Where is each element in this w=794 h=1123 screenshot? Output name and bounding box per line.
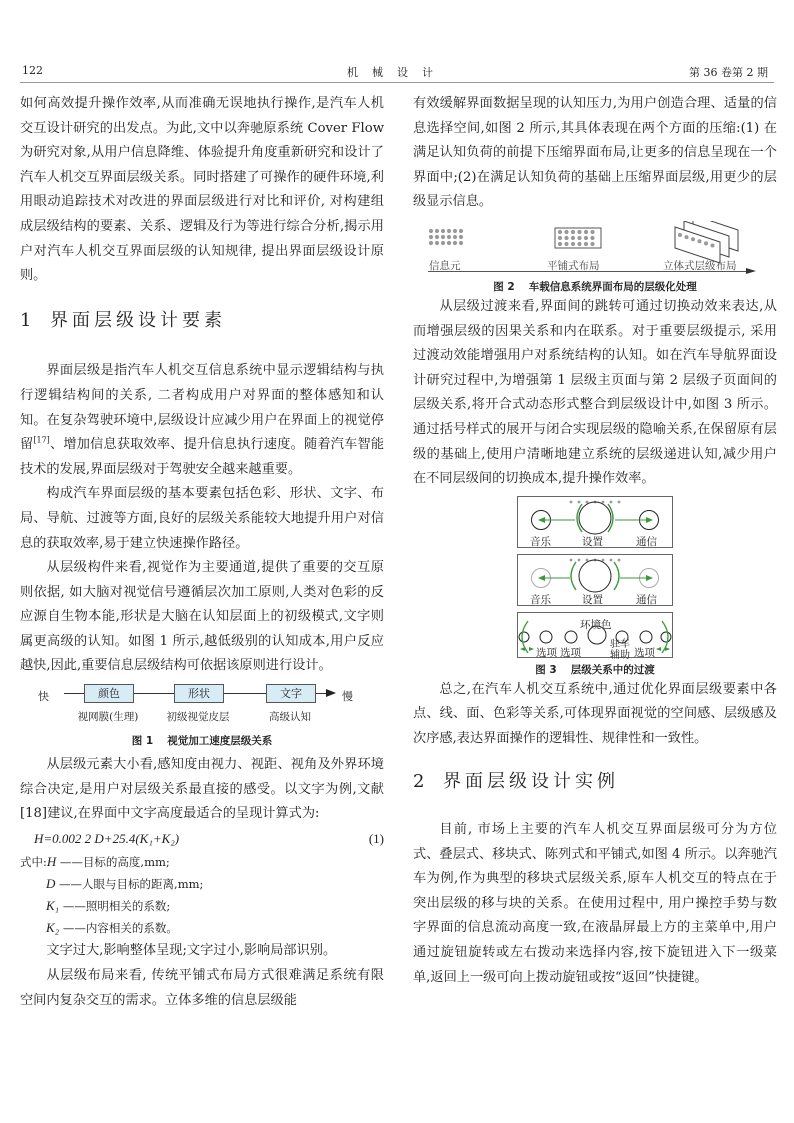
info-dot [698, 239, 702, 243]
def-symbol: K₁ [46, 898, 60, 914]
panel-label: 设置 [582, 535, 603, 548]
right-column [413, 92, 777, 990]
paragraph: 文字过大,影响整体呈现;文字过小,影响局部识别。 [46, 943, 337, 959]
figure-1-caption [20, 733, 384, 749]
info-dot [459, 235, 463, 239]
figure-3-panel-3 [517, 612, 673, 661]
paragraph: 从层级过渡来看,界面间的跳转可通过切换动效来表达,从而增强层级的因果关系和内在联系。对于重要层级提示, 采用过渡动效能增强用户对系统结构的认知。如在汽车导航界面设计研究过程中,为增强第 1 层级主页面与第 2 层级子页面间的层级关系,将开合式动态形式整合到层级设计中,如图 3 所示。通过括号样式的展开与闭合实现层级的隐喻关系,在保留原有层级的基础上,使用户清晰地建立系统的层级递进认知,减少用户在不同层级间的切换成本,提升操作效率。 [413, 298, 777, 487]
paragraph: 有效缓解界面数据呈现的认知压力,为用户创造合理、适量的信息选择空间,如图 2 所示,其具体表现在两个方面的压缩:(1) 在满足认知负荷的前提下压缩界面布局,让更多的信息呈现在一个界面中;(2)在满足认知负荷的基础上压缩界面层级,用更少的层级显示信息。 [413, 96, 777, 210]
def-symbol: D [46, 876, 56, 892]
info-dot [429, 235, 433, 239]
info-dot [435, 241, 439, 245]
info-dot [558, 242, 562, 246]
def-text: ——照明相关的系数; [62, 899, 171, 914]
equation [20, 827, 384, 852]
info-dot [590, 230, 594, 234]
section-number: 1 [20, 309, 32, 331]
info-dot [577, 230, 581, 234]
fast-label: 快 [38, 690, 49, 704]
info-dot [577, 236, 581, 240]
section-2-heading [413, 770, 777, 795]
paragraph: 从层级构件来看,视觉作为主要通道,提供了重要的交互原则依据, 如大脑对视觉信号遵循层次加工原则,人类对色彩的反应源自生物本能,形状是大脑在认知层面上的初级模式,文字则属更高级的认知。如图 1 所示,越低级别的认知成本,用户反应越快,因此,重要信息层级结构可依据该原则进行设计。 [20, 560, 384, 674]
figure-3-panel-2 [517, 554, 673, 606]
panel-label: 音乐 [530, 535, 551, 548]
paragraph: 从层级元素大小看,感知度由视力、视距、视角及外界环境综合决定,是用户对层级关系最直接的感受。以文字为例,文献[18]建议,在界面中文字高度最适合的呈现计算式为: [20, 757, 384, 822]
volume-issue: 第 36 卷第 2 期 [689, 66, 768, 79]
slow-label: 慢 [342, 690, 353, 704]
intro-paragraph: 如何高效提升操作效率,从而准确无误地执行操作,是汽车人机交互设计研究的出发点。为此,文中以奔驰原系统 Cover Flow 为研究对象,从用户信息降维、体验提升角度重新研究和设计了汽车人机交互界面层级关系。同时搭建了可操作的硬件环境,利用眼动追踪技术对改进的界面层级进行对比和评价, 对构建组成层级结构的要素、关系、逻辑及行为等进行综合分析,揭示用户对汽车人机交互界面层级的认知规律, 提出界面层级设计原则。 [20, 96, 384, 284]
info-dot [453, 235, 457, 239]
caption-text: 车载信息系统界面布局的层级化处理 [528, 280, 697, 293]
figure-1 [20, 683, 384, 733]
def-prefix: 式中: [20, 855, 47, 870]
info-dot [571, 230, 575, 234]
panel-label: 通信 [636, 593, 657, 606]
box-text: 文字 [266, 684, 316, 703]
panel-label: 选项 [560, 646, 581, 659]
info-dot [453, 229, 457, 233]
info-dot [429, 229, 433, 233]
section-title: 界面层级设计实例 [443, 770, 619, 792]
info-dot [571, 242, 575, 246]
box-sub-label: 高级认知 [269, 711, 311, 724]
panel-label: 选项 [634, 646, 655, 659]
panel-label: 通信 [636, 535, 657, 548]
caption-text: 视觉加工速度层级关系 [167, 735, 273, 748]
info-dot [704, 241, 708, 245]
panel-label: 设置 [582, 593, 603, 606]
info-dot [558, 236, 562, 240]
info-dot [711, 243, 715, 247]
info-dot [584, 242, 588, 246]
paragraph [20, 359, 384, 482]
figure-2-axis [428, 271, 748, 272]
citation: [17] [33, 435, 50, 445]
figure-2-label: 立体式层级布局 [663, 259, 737, 272]
panel-label: 驻车 [610, 638, 630, 650]
text-span: 、增加信息获取效率、提升信息执行速度。随着汽车智能技术的发展,界面层级对于驾驶安全越来越重要。 [20, 437, 385, 477]
figure-3-caption [413, 662, 777, 678]
figure-3 [413, 496, 777, 661]
def-symbol: K₂ [46, 920, 60, 936]
info-dot [590, 236, 594, 240]
info-dot [429, 241, 433, 245]
panel-label: 音乐 [530, 593, 551, 606]
info-dot [441, 235, 445, 239]
figure-2 [413, 221, 777, 279]
definitions [20, 851, 384, 939]
info-dot [441, 229, 445, 233]
info-dot [678, 233, 682, 237]
info-dot [685, 235, 689, 239]
info-dot [447, 229, 451, 233]
info-dot [564, 242, 568, 246]
caption-text: 层级关系中的过渡 [570, 663, 655, 676]
arrow-icon [326, 689, 336, 697]
page-header [20, 60, 774, 83]
figure-2-label: 信息元 [429, 259, 461, 272]
info-element-dots [429, 229, 463, 245]
info-dot [564, 236, 568, 240]
info-dot [459, 241, 463, 245]
text-span: 界面层级是指汽车人机交互信息系统中显示逻辑结构与执行逻辑结构间的关系, 二者构成用户对界面的整体感知和认知。在复杂驾驶环境中,层级设计应减少用户在界面上的视觉停留 [20, 363, 384, 453]
def-text: ——人眼与目标的距离,mm; [59, 877, 204, 892]
def-text: ——目标的高度,mm; [59, 855, 170, 870]
box-sub-label: 视网膜(生理) [77, 711, 139, 724]
figure-2-label: 平铺式布局 [547, 259, 600, 272]
paragraph: 从层级布局来看, 传统平铺式布局方式很难满足系统有限空间内复杂交互的需求。立体多维的信息层级能 [20, 968, 384, 1008]
figure-2-caption [413, 279, 777, 295]
info-dot [558, 230, 562, 234]
panel-top-label: 环境色 [580, 618, 612, 631]
definition-item [20, 917, 384, 939]
definition-item [20, 895, 384, 917]
box-sub-label: 初级视觉皮层 [166, 711, 230, 724]
info-dot [590, 242, 594, 246]
flat-layout-dots [558, 230, 595, 246]
info-dot [571, 236, 575, 240]
paragraph: 目前, 市场上主要的汽车人机交互界面层级可分为方位式、叠层式、移块式、陈列式和平铺式,如图 4 所示。以奔驰汽车为例,作为典型的移块式层级关系,原车人机交互的特点在于突出层级的移与块的关系。在使用过程中, 用户操控手势与数字界面的信息流动高度一致,在液晶屏最上方的主菜单中,用户通过旋钮旋转或左右拨动来选择内容,按下旋钮进入下一级菜单,返回上一级可向上拨动旋钮或按“返回”快捷键。 [413, 822, 777, 985]
box-shape: 形状 [174, 684, 224, 703]
box-color: 颜色 [84, 684, 134, 703]
figure-3-panel-1 [517, 496, 673, 548]
caption-number: 图 1 [131, 735, 154, 748]
info-dot [691, 237, 695, 241]
caption-number: 图 2 [493, 280, 515, 293]
definition-item [20, 873, 384, 895]
page-number: 122 [22, 64, 43, 77]
def-symbol: H [46, 854, 57, 870]
def-text: ——内容相关的系数。 [62, 921, 178, 936]
info-dot [435, 235, 439, 239]
section-1-heading [20, 309, 384, 334]
info-dot [435, 229, 439, 233]
paragraph: 构成汽车界面层级的基本要素包括色彩、形状、文字、布局、导航、过渡等方面,良好的层级关系能较大地提升用户对信息的获取效率,易于建立快速操作路径。 [20, 486, 384, 551]
paragraph: 总之,在汽车人机交互系统中,通过优化界面层级要素中各点、线、面、色彩等关系,可体现界面视觉的空间感、层级感及次序感,表达界面操作的逻辑性、规律性和一致性。 [413, 681, 777, 746]
info-dot [453, 241, 457, 245]
info-dot [584, 236, 588, 240]
panel-label: 选项 [536, 646, 557, 659]
journal-title: 机械设计 [347, 66, 447, 79]
arrow-icon [746, 268, 756, 274]
definition-item [20, 851, 384, 873]
left-column [20, 92, 384, 1013]
info-dot [441, 241, 445, 245]
equation-body: H=0.002 2 D+25.4(K₁+K₂) [34, 830, 180, 846]
panel-label: 辅助 [610, 649, 630, 661]
info-dot [564, 230, 568, 234]
equation-number: (1) [368, 830, 384, 846]
info-dot [447, 241, 451, 245]
info-dot [459, 229, 463, 233]
section-title: 界面层级设计要素 [50, 309, 226, 331]
caption-number: 图 3 [535, 663, 557, 676]
section-number: 2 [413, 770, 425, 792]
info-dot [577, 242, 581, 246]
info-dot [447, 235, 451, 239]
info-dot [584, 230, 588, 234]
